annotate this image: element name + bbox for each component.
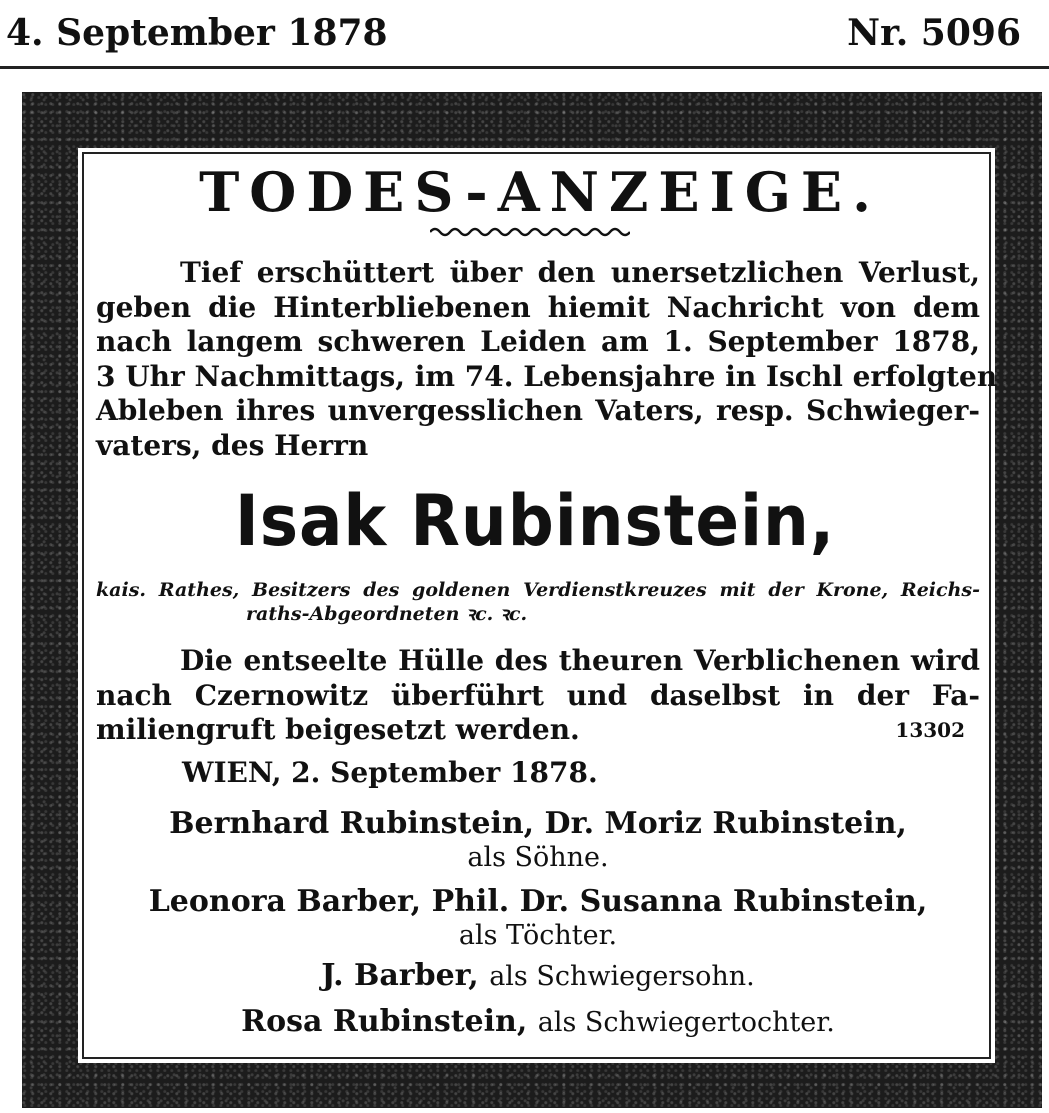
- son-in-law-name: J. Barber,: [321, 958, 479, 993]
- burial-line: miliengruft beigesetzt werden.: [96, 713, 580, 746]
- son-in-law-role: als Schwiegersohn.: [489, 961, 755, 992]
- burial-line: nach Czernowitz überführt und daselbst in der Fa-: [96, 678, 980, 712]
- intro-line: geben die Hinterbliebenen hiemit Nachricht von dem: [96, 290, 980, 324]
- sons-names: Bernhard Rubinstein, Dr. Moriz Rubinstein,: [169, 806, 907, 841]
- notice-title: TODES-ANZEIGE.: [199, 160, 881, 224]
- intro-line: nach langem schweren Leiden am 1. September 1878,: [96, 325, 980, 358]
- newspaper-header: [0, 0, 1049, 70]
- daughter-in-law-name: Rosa Rubinstein,: [241, 1004, 528, 1039]
- ornament-squiggle: [430, 226, 630, 238]
- deceased-name: Isak Rubinstein,: [234, 480, 836, 562]
- intro-line: 3 Uhr Nachmittags, im 74. Lebensjahre in Ischl erfolgten: [96, 359, 998, 393]
- sons-role: als Söhne.: [467, 842, 609, 873]
- issue-number: Nr. 5096: [847, 12, 1021, 54]
- intro-line: Ableben ihres unvergesslichen Vaters, resp. Schwieger-: [96, 394, 980, 427]
- daughter-in-law-role: als Schwiegertochter.: [537, 1007, 835, 1038]
- burial-paragraph: [96, 644, 980, 748]
- deceased-titles: [96, 578, 980, 626]
- titles-line: kais. Rathes, Besitzers des goldenen Verdienstkreuzes mit der Krone, Reichs-: [96, 579, 980, 601]
- burial-line: Die entseelte Hülle des theuren Verblichenen wird: [180, 644, 980, 677]
- intro-line: Tief erschüttert über den unersetzlichen Verlust,: [180, 256, 980, 289]
- daughters-role: als Töchter.: [458, 920, 618, 951]
- intro-paragraph: [96, 256, 998, 463]
- daughters-names: Leonora Barber, Phil. Dr. Susanna Rubinstein,: [148, 884, 928, 919]
- titles-line: raths-Abgeordneten ꝛc. ꝛc.: [246, 603, 528, 625]
- son-in-law: [96, 958, 980, 993]
- reference-number: 13302: [895, 718, 965, 742]
- intro-line: vaters, des Herrn: [96, 428, 369, 462]
- issue-date: 4. September 1878: [6, 12, 388, 54]
- place-date: WIEN, 2. September 1878.: [182, 756, 598, 789]
- daughter-in-law: [96, 1004, 980, 1039]
- header-rule: [0, 66, 1049, 69]
